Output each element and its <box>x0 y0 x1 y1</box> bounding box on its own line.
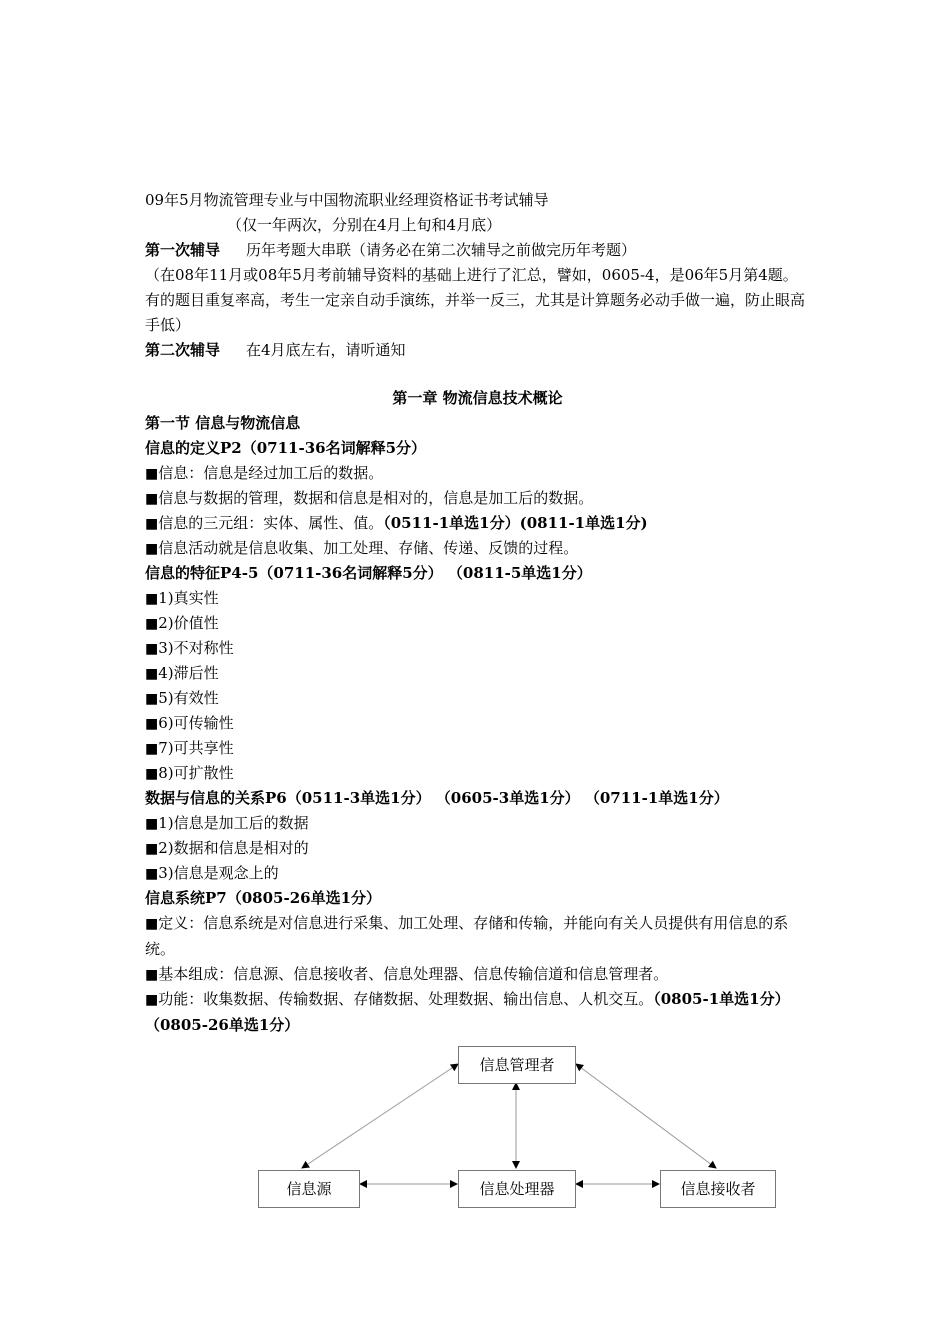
bullet-square-icon: ■ <box>145 967 159 983</box>
tutoring-first-label: 第一次辅导 <box>145 241 221 259</box>
bullet-square-icon: ■ <box>145 541 159 557</box>
tutoring-second-label: 第二次辅导 <box>145 341 221 359</box>
bullet-square-icon: ■ <box>145 916 159 932</box>
node-information-processor: 信息处理器 <box>458 1170 576 1208</box>
list-item: ■信息：信息是经过加工后的数据。 <box>145 464 384 482</box>
system-heading-ref: P7（0805-26单选1分） <box>205 889 382 907</box>
bullet-square-icon: ■ <box>145 841 159 857</box>
bullet-square-icon: ■ <box>145 766 159 782</box>
tutoring-second <box>145 338 810 363</box>
list-item: ■功能：收集数据、传输数据、存储数据、处理数据、输出信息、人机交互。（0805-1单选1分） （0805-26单选1分） <box>145 990 790 1034</box>
document-subtitle: （仅一年两次，分别在4月上旬和4月底） <box>227 216 502 234</box>
node-information-manager: 信息管理者 <box>458 1046 576 1084</box>
relation-heading <box>145 786 810 811</box>
system-heading <box>145 886 810 911</box>
list-item: ■7)可共享性 <box>145 739 234 757</box>
document-title: 09年5月物流管理专业与中国物流职业经理资格证书考试辅导 <box>145 191 549 209</box>
list-item: ■3)不对称性 <box>145 639 234 657</box>
list-item: ■8)可扩散性 <box>145 764 234 782</box>
list-item: ■2)价值性 <box>145 614 219 632</box>
system-heading-title: 信息系统 <box>145 889 206 907</box>
list-item: ■信息与数据的管理，数据和信息是相对的，信息是加工后的数据。 <box>145 489 594 507</box>
list-item: ■信息的三元组：实体、属性、值。（0511-1单选1分）(0811-1单选1分) <box>145 514 648 532</box>
bullet-square-icon: ■ <box>145 591 159 607</box>
bullet-square-icon: ■ <box>145 691 159 707</box>
list-item: ■定义：信息系统是对信息进行采集、加工处理、存储和传输，并能向有关人员提供有用信息的系统。 <box>145 914 789 958</box>
bullet-square-icon: ■ <box>145 516 159 532</box>
bullet-square-icon: ■ <box>145 816 159 832</box>
document-body <box>145 188 810 1038</box>
list-item: ■5)有效性 <box>145 689 219 707</box>
relation-heading-title: 数据与信息的关系 <box>145 789 266 807</box>
definition-heading-title: 信息的定义 <box>145 439 221 457</box>
list-item: ■3)信息是观念上的 <box>145 864 279 882</box>
list-item: ■2)数据和信息是相对的 <box>145 839 309 857</box>
bullet-square-icon: ■ <box>145 616 159 632</box>
tutoring-second-text: 在4月底左右，请听通知 <box>246 341 406 359</box>
tutoring-first-text: 历年考题大串联（请务必在第二次辅导之前做完历年考题） <box>246 241 637 259</box>
list-item: ■1)真实性 <box>145 589 219 607</box>
list-item: ■基本组成：信息源、信息接收者、信息处理器、信息传输信道和信息管理者。 <box>145 965 669 983</box>
bullet-square-icon: ■ <box>145 666 159 682</box>
tutoring-note: （在08年11月或08年5月考前辅导资料的基础上进行了汇总，譬如，0605-4，是06年5月第4题。有的题目重复率高，考生一定亲自动手演练，并举一反三，尤其是计算题务必动手做一遍，防止眼高手低） <box>145 266 806 334</box>
tutoring-first <box>145 238 810 263</box>
node-information-source: 信息源 <box>258 1170 360 1208</box>
bullet-square-icon: ■ <box>145 466 159 482</box>
connector-manager-source <box>302 1064 458 1168</box>
bullet-square-icon: ■ <box>145 741 159 757</box>
definition-heading-ref: P2（0711-36名词解释5分） <box>220 439 427 457</box>
bullet-square-icon: ■ <box>145 641 159 657</box>
features-heading: 信息的特征P4-5（0711-36名词解释5分） （0811-5单选1分） <box>145 564 592 582</box>
connector-manager-receiver <box>576 1064 716 1168</box>
bullet-square-icon: ■ <box>145 716 159 732</box>
list-item: ■信息活动就是信息收集、加工处理、存储、传递、反馈的过程。 <box>145 539 579 557</box>
node-information-receiver: 信息接收者 <box>660 1170 776 1208</box>
definition-heading <box>145 436 810 461</box>
bullet-square-icon: ■ <box>145 866 159 882</box>
relation-heading-ref: P6（0511-3单选1分） （0605-3单选1分） （0711-1单选1分） <box>265 789 729 807</box>
list-item: ■4)滞后性 <box>145 664 219 682</box>
list-item: ■6)可传输性 <box>145 714 234 732</box>
bullet-square-icon: ■ <box>145 992 159 1008</box>
chapter-title: 第一章 物流信息技术概论 <box>392 389 563 407</box>
section-title: 第一节 信息与物流信息 <box>145 414 301 432</box>
list-item: ■1)信息是加工后的数据 <box>145 814 309 832</box>
bullet-square-icon: ■ <box>145 491 159 507</box>
